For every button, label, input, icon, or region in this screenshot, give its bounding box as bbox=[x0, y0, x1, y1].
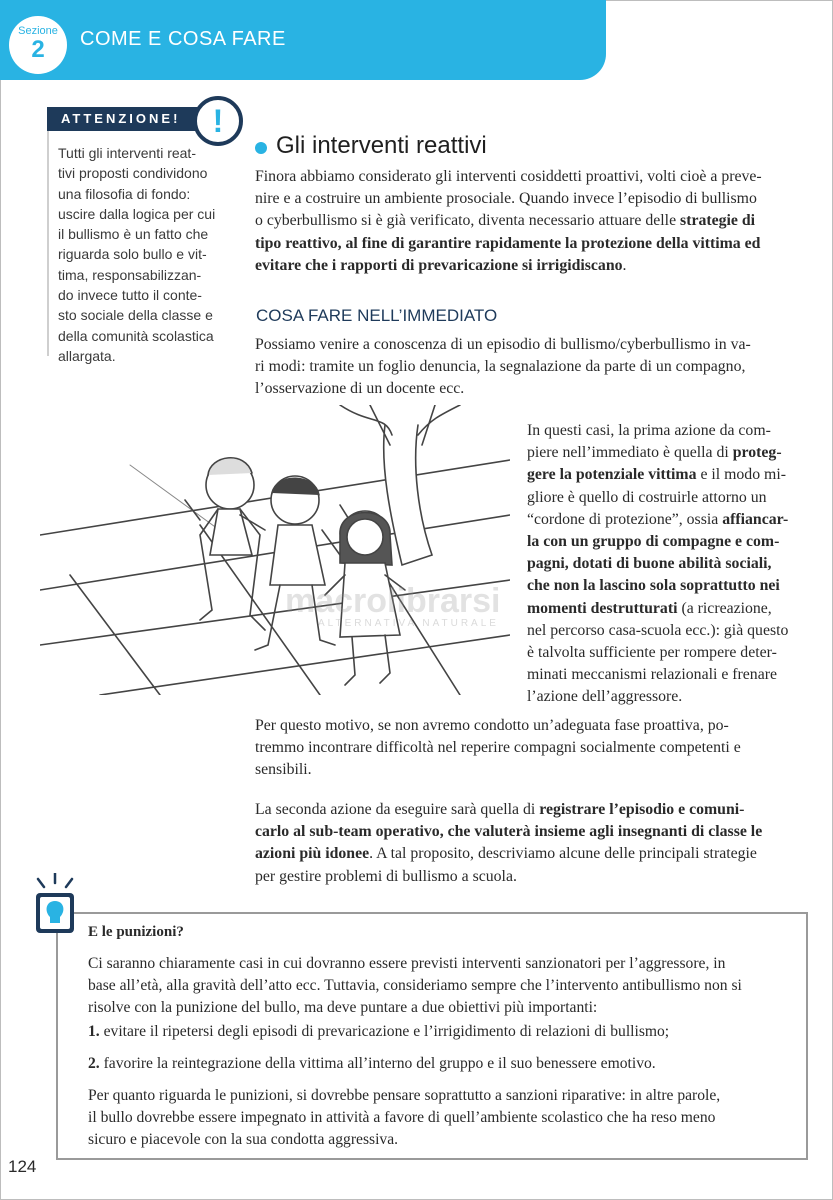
subheading: COSA FARE NELL’IMMEDIATO bbox=[256, 306, 498, 325]
text-line bbox=[255, 255, 762, 277]
bold-run: evitare che i rapporti di prevaricazione si irrigidiscano bbox=[255, 256, 623, 274]
text-line: tremmo incontrare difficoltà nel reperire compagni socialmente competenti e bbox=[255, 739, 741, 757]
text-line bbox=[527, 509, 788, 531]
heading-bullet-icon bbox=[255, 142, 267, 154]
text-line: Ci saranno chiaramente casi in cui dovranno essere previsti interventi sanzionatori per l’aggressore, in bbox=[88, 955, 726, 972]
watermark-subtitle: ALTERNATIVA NATURALE bbox=[318, 618, 499, 629]
text-line: Per quanto riguarda le punizioni, si dovrebbe pensare soprattutto a sanzioni riparative: in altre parole, bbox=[88, 1087, 721, 1104]
bold-run: registrare l’episodio e comuni- bbox=[539, 801, 745, 818]
paragraph-2 bbox=[255, 334, 751, 401]
bold-run: momenti destrutturati bbox=[527, 599, 678, 617]
box-paragraph-1 bbox=[88, 953, 742, 1020]
box-paragraph-2 bbox=[88, 1085, 720, 1152]
list-text: evitare il ripetersi degli episodi di prevaricazione e l’irrigidimento di relazioni di bullismo; bbox=[103, 1023, 670, 1040]
list-text: favorire la reintegrazione della vittima all’interno del gruppo e il suo benessere emotivo. bbox=[103, 1055, 656, 1072]
text-line bbox=[527, 598, 788, 620]
attention-label: ATTENZIONE! bbox=[47, 107, 212, 131]
text-run: La seconda azione da eseguire sarà quella di bbox=[255, 801, 536, 818]
text-run: . bbox=[622, 256, 627, 274]
paragraph-3 bbox=[527, 420, 788, 709]
paragraph-5 bbox=[255, 799, 762, 888]
box-list-item bbox=[88, 1021, 669, 1043]
text-run: o cyberbullismo si è già verificato, diventa necessario attuare delle bbox=[255, 212, 677, 230]
page-heading: Gli interventi reattivi bbox=[276, 132, 487, 159]
attention-line: allargata. bbox=[58, 347, 116, 364]
lightbulb-icon bbox=[32, 873, 78, 937]
text-line: sensibili. bbox=[255, 761, 312, 779]
section-number: 2 bbox=[31, 36, 45, 63]
text-run: . A tal proposito, descriviamo alcune delle principali strategie bbox=[369, 845, 757, 863]
page-number: 124 bbox=[8, 1157, 37, 1176]
attention-line: tima, responsabilizzan- bbox=[58, 266, 202, 283]
text-line: per gestire problemi di bullismo a scuola. bbox=[255, 867, 517, 885]
attention-line: uscire dalla logica per cui bbox=[58, 205, 216, 222]
attention-line: riguarda solo bullo e vit- bbox=[58, 246, 207, 263]
text-line bbox=[255, 843, 762, 865]
bold-line: carlo al sub-team operativo, che valuterà insieme agli insegnanti di classe le bbox=[255, 823, 763, 841]
text-line: base all’età, alla gravità dell’atto ecc. Tuttavia, consideriamo sempre che l’intervento antibullismo non si bbox=[88, 977, 742, 995]
text-line: l’azione dell’aggressore. bbox=[527, 688, 683, 706]
bold-line: pagni, dotati di buone abilità sociali, bbox=[527, 555, 772, 573]
text-run: piere nell’immediato è quella di bbox=[527, 444, 729, 462]
bold-run: proteg- bbox=[732, 444, 782, 462]
text-line: In questi casi, la prima azione da com- bbox=[527, 422, 771, 439]
bold-run: azioni più idonee bbox=[255, 845, 370, 863]
section-title: COME E COSA FARE bbox=[80, 28, 286, 50]
text-run: “cordone di protezione”, ossia bbox=[527, 510, 719, 528]
list-number: 2. bbox=[88, 1055, 100, 1072]
text-line: Finora abbiamo considerato gli interventi cosiddetti proattivi, volti cioè a preve- bbox=[255, 168, 762, 185]
attention-line: il bullismo è un fatto che bbox=[58, 226, 209, 243]
attention-text bbox=[58, 143, 216, 366]
text-line: l’osservazione di un docente ecc. bbox=[255, 380, 465, 398]
section-header bbox=[0, 0, 606, 80]
section-badge bbox=[9, 16, 67, 74]
bold-run: affiancar- bbox=[722, 510, 789, 528]
text-line: gliore è quello di costruirle attorno un bbox=[527, 488, 767, 506]
text-line: risolve con la punizione del bullo, ma deve puntare a due obiettivi più importanti: bbox=[88, 999, 598, 1017]
attention-line: sto sociale della classe e bbox=[58, 307, 213, 324]
attention-line: tivi proposti condividono bbox=[58, 165, 208, 182]
bold-line: tipo reattivo, al fine di garantire rapidamente la protezione della vittima ed bbox=[255, 234, 761, 252]
text-run: (a ricreazione, bbox=[681, 599, 772, 617]
text-line: Possiamo venire a conoscenza di un episodio di bullismo/cyberbullismo in va- bbox=[255, 336, 751, 353]
text-line bbox=[255, 799, 762, 821]
children-walking-illustration bbox=[40, 405, 510, 695]
bold-line: la con un gruppo di compagne e com- bbox=[527, 533, 780, 551]
text-line: il bullo dovrebbe essere impegnato in attività a favore di quell’ambiente scolastico che ha reso meno bbox=[88, 1109, 716, 1127]
text-line: minati meccanismi relazionali e frenare bbox=[527, 666, 777, 684]
bold-line: che non la lascino sola soprattutto nei bbox=[527, 577, 780, 595]
text-line: ri modi: tramite un foglio denuncia, la segnalazione da parte di un compagno, bbox=[255, 358, 746, 376]
paragraph-4 bbox=[255, 715, 741, 782]
box-list-item bbox=[88, 1053, 656, 1075]
bold-run: strategie di bbox=[680, 212, 756, 230]
watermark: macrolibrarsi bbox=[285, 582, 501, 620]
text-line bbox=[527, 464, 788, 486]
text-line: Per questo motivo, se non avremo condotto un’adeguata fase proattiva, po- bbox=[255, 717, 729, 734]
attention-line: una filosofia di fondo: bbox=[58, 185, 191, 202]
sidebar-rule bbox=[47, 131, 49, 356]
text-line: sicuro e piacevole con la sua condotta aggressiva. bbox=[88, 1131, 399, 1149]
bold-run: gere la potenziale vittima bbox=[527, 466, 697, 484]
text-line bbox=[255, 210, 762, 232]
text-line: è talvolta sufficiente per rompere deter- bbox=[527, 644, 777, 662]
text-line bbox=[527, 442, 788, 464]
list-number: 1. bbox=[88, 1023, 100, 1040]
attention-line: do invece tutto il conte- bbox=[58, 287, 202, 304]
attention-line: Tutti gli interventi reat- bbox=[58, 145, 196, 161]
text-run: e il modo mi- bbox=[700, 466, 786, 484]
exclamation-icon: ! bbox=[193, 96, 243, 146]
text-line: nire e a costruire un ambiente prosociale. Quando invece l’episodio di bullismo bbox=[255, 190, 757, 208]
intro-paragraph bbox=[255, 166, 762, 277]
box-title: E le punizioni? bbox=[88, 924, 184, 940]
attention-line: della comunità scolastica bbox=[58, 327, 214, 344]
text-line: nel percorso casa-scuola ecc.): già questo bbox=[527, 621, 789, 639]
section-label: Sezione bbox=[18, 25, 58, 37]
